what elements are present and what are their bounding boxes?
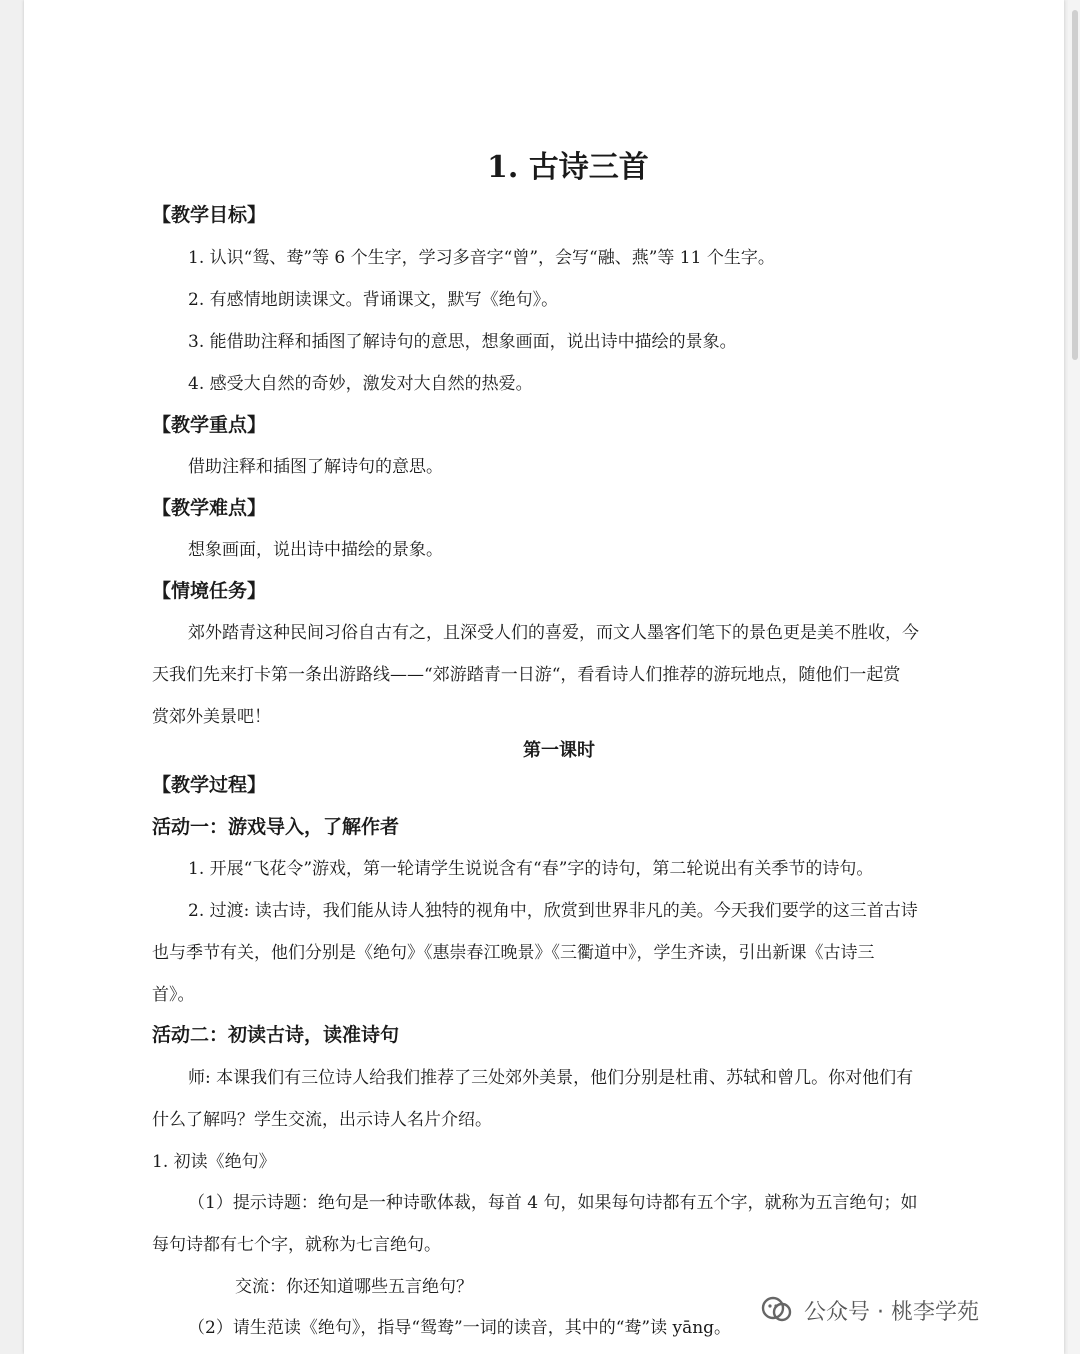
read-1-para-2: （2）请生范读《绝句》，指导“鸳鸯”一词的读音，其中的“鸯”读 yāng。 [188, 1318, 732, 1338]
heading-key-points: 【教学重点】 [152, 414, 267, 436]
document-page [24, 0, 1064, 1354]
difficulties-text: 想象画面，说出诗中描绘的景象。 [188, 540, 443, 560]
vertical-scrollbar[interactable] [1068, 0, 1080, 1354]
read-1-para-1-line-1: （1）提示诗题：绝句是一种诗歌体裁，每首 4 句，如果每句诗都有五个字，就称为五言绝句；如 [188, 1193, 918, 1213]
activity-2-para-1-line-2: 什么了解吗？学生交流，出示诗人名片介绍。 [152, 1110, 492, 1130]
task-line-3: 赏郊外美景吧！ [152, 707, 271, 727]
watermark [760, 1290, 1060, 1330]
goal-item-3: 3. 能借助注释和插图了解诗句的意思，想象画面，说出诗中描绘的景象。 [188, 332, 737, 352]
heading-process: 【教学过程】 [152, 774, 267, 796]
read-1-heading: 1. 初读《绝句》 [152, 1152, 276, 1172]
exchange-text: 交流：你还知道哪些五言绝句？ [235, 1277, 473, 1297]
activity-1-heading: 活动一：游戏导入，了解作者 [152, 816, 400, 838]
watermark-text: 公众号 · 桃李学苑 [804, 1299, 979, 1325]
activity-1-para-2-line-3: 首》。 [152, 985, 195, 1005]
goal-item-4: 4. 感受大自然的奇妙，激发对大自然的热爱。 [188, 374, 533, 394]
read-1-para-1-line-2: 每句诗都有七个字，就称为七言绝句。 [152, 1235, 441, 1255]
page-title: 1. 古诗三首 [487, 150, 649, 185]
task-line-1: 郊外踏青这种民间习俗自古有之，且深受人们的喜爱，而文人墨客们笔下的景色更是美不胜收，今 [188, 623, 919, 643]
activity-2-para-1-line-1: 师: 本课我们有三位诗人给我们推荐了三处郊外美景，他们分别是杜甫、苏轼和曾几。你对他们有 [188, 1068, 914, 1088]
activity-2-heading: 活动二：初读古诗，读准诗句 [152, 1024, 400, 1046]
activity-1-para-2-line-1: 2. 过渡: 读古诗，我们能从诗人独特的视角中，欣赏到世界非凡的美。今天我们要学的这三首古诗 [188, 901, 918, 921]
wechat-channel-icon [760, 1293, 794, 1327]
goal-item-2: 2. 有感情地朗读课文。背诵课文，默写《绝句》。 [188, 290, 559, 310]
heading-task: 【情境任务】 [152, 580, 267, 602]
heading-goals: 【教学目标】 [152, 204, 267, 226]
scrollbar-thumb[interactable] [1072, 10, 1078, 360]
activity-1-para-2-line-2: 也与季节有关，他们分别是《绝句》《惠崇春江晚景》《三衢道中》，学生齐读，引出新课《古诗三 [152, 943, 875, 963]
key-points-text: 借助注释和插图了解诗句的意思。 [188, 457, 443, 477]
activity-1-para-1: 1. 开展“飞花令”游戏，第一轮请学生说说含有“春”字的诗句，第二轮说出有关季节的诗句。 [188, 859, 874, 879]
heading-difficulties: 【教学难点】 [152, 497, 267, 519]
task-line-2: 天我们先来打卡第一条出游路线——“郊游踏青一日游“，看看诗人们推荐的游玩地点，随他们一起赏 [152, 665, 901, 685]
goal-item-1: 1. 认识“鸳、鸯”等 6 个生字，学习多音字“曾”，会写“融、燕”等 11 个生字。 [188, 248, 775, 268]
lesson-heading: 第一课时 [523, 740, 595, 761]
